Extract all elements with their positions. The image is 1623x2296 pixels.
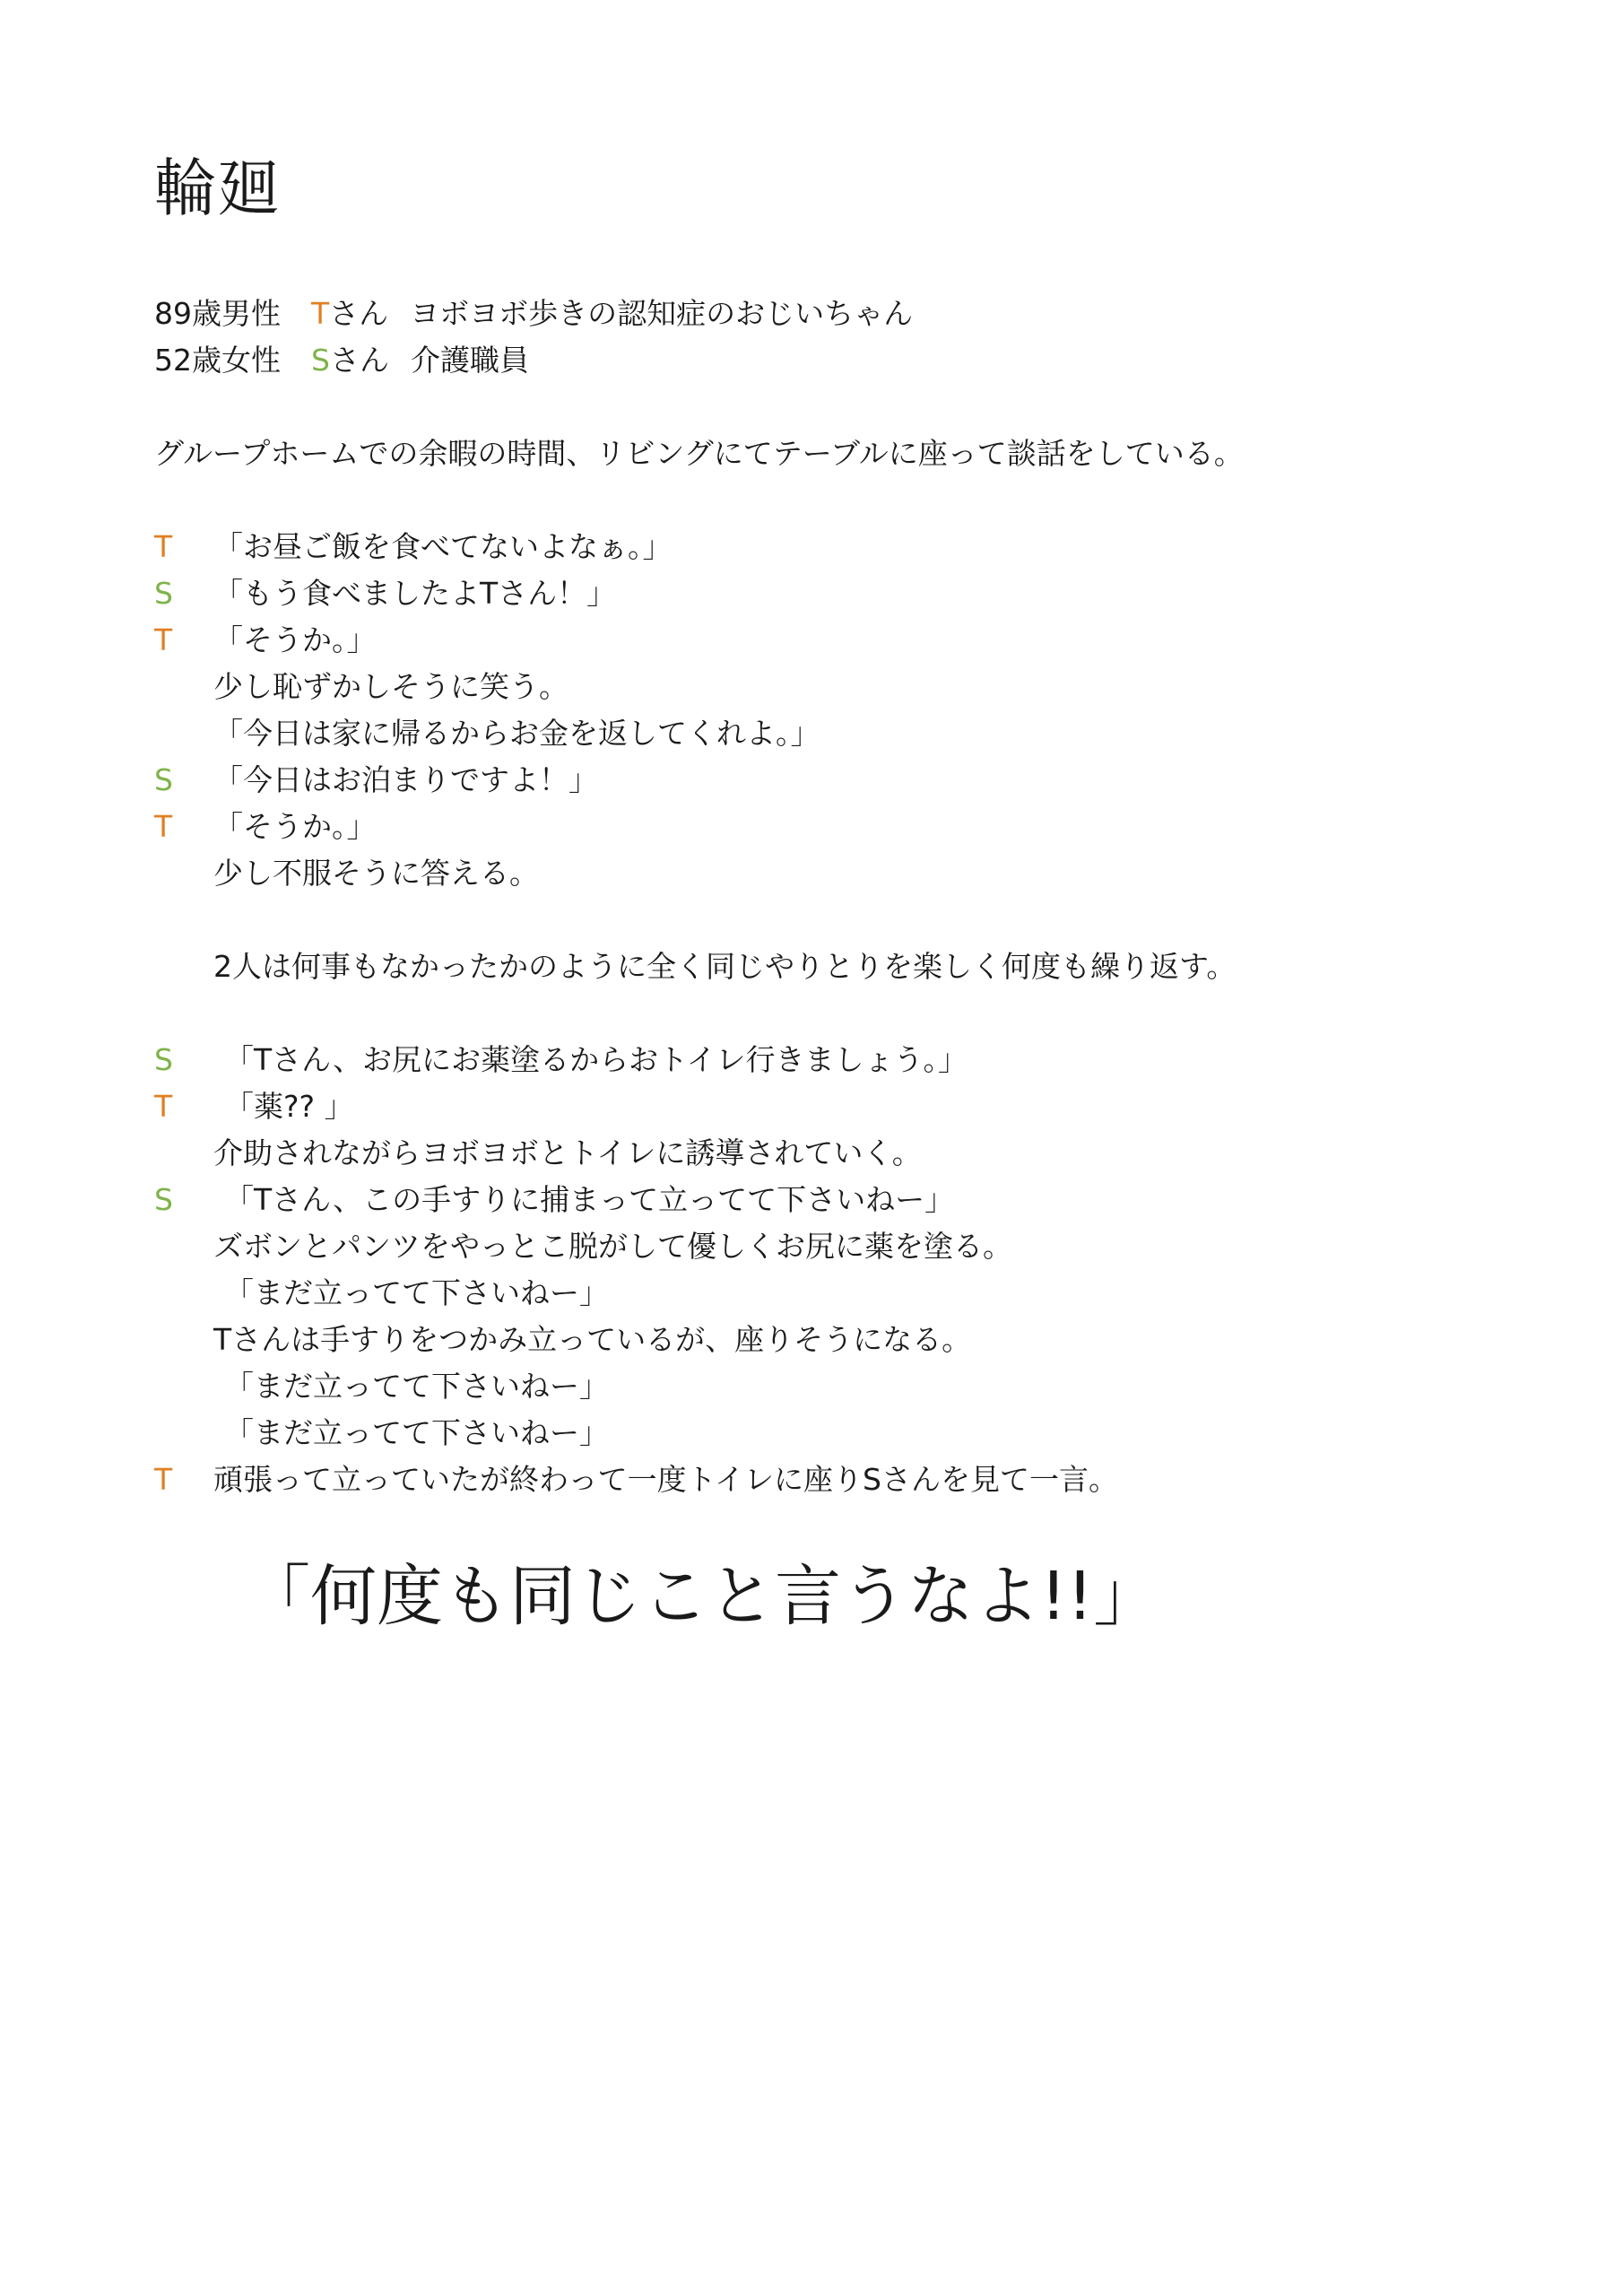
dialogue-line: 「Tさん、この手すりに捕まって立ってて下さいねー」 (224, 1182, 955, 1217)
climax-quote: 「何度も同じこと言うなよ!!」 (244, 1558, 1160, 1635)
dialogue-line: 「今日は家に帰るからお金を返してくれよ。」 (213, 716, 820, 751)
dialogue-line: 「今日はお泊まりですよ！」 (213, 762, 598, 797)
dialogue-line: 「Tさん、お尻にお薬塗るからおトイレ行きましょう。」 (224, 1042, 968, 1077)
dialogue-line: 「薬?? 」 (224, 1089, 354, 1124)
speaker-label: T (154, 1089, 173, 1124)
speaker-label: T (154, 809, 173, 844)
speaker-label: T (154, 622, 173, 657)
dialogue-line: 「まだ立ってて下さいねー」 (224, 1369, 609, 1404)
character-line-s (154, 337, 529, 384)
character-description: ヨボヨボ歩きの認知症のおじいちゃん (410, 296, 914, 331)
character-initial: T (311, 296, 330, 331)
narration-line: 頑張って立っていたが終わって一度トイレに座りSさんを見て一言。 (213, 1462, 1118, 1497)
character-line-t (154, 291, 913, 337)
interlude-text: 2人は何事もなかったかのように全く同じやりとりを楽しく何度も繰り返す。 (213, 949, 1237, 984)
narration-line: 少し恥ずかしそうに笑う。 (213, 669, 568, 704)
dialogue-line: 「お昼ご飯を食べてないよなぁ。」 (213, 529, 673, 564)
dialogue-line: 「そうか。」 (213, 809, 377, 844)
narration-line: 介助されながらヨボヨボとトイレに誘導されていく。 (213, 1135, 922, 1170)
speaker-label: S (154, 1042, 173, 1077)
speaker-label: S (154, 576, 173, 611)
document-title: 輪廻 (154, 152, 280, 225)
character-honorific: さん (329, 343, 389, 378)
character-age-gender: 89歳男性 (154, 296, 281, 331)
narration-line: Tさんは手すりをつかみ立っているが、座りそうになる。 (213, 1322, 972, 1357)
narration-line: 少し不服そうに答える。 (213, 856, 539, 891)
speaker-label: T (154, 529, 173, 564)
dialogue-line: 「まだ立ってて下さいねー」 (224, 1415, 609, 1450)
character-description: 介護職員 (410, 343, 529, 378)
dialogue-line: 「そうか。」 (213, 622, 377, 657)
speaker-label: S (154, 762, 173, 797)
setting-text: グループホームでの余暇の時間、リビングにてテーブルに座って談話をしている。 (154, 436, 1244, 471)
speaker-label: S (154, 1182, 173, 1217)
dialogue-line: 「もう食べましたよTさん！」 (213, 576, 617, 611)
narration-line: ズボンとパンツをやっとこ脱がして優しくお尻に薬を塗る。 (213, 1229, 1012, 1264)
dialogue-line: 「まだ立ってて下さいねー」 (224, 1275, 609, 1310)
character-age-gender: 52歳女性 (154, 343, 281, 378)
speaker-label: T (154, 1462, 173, 1497)
character-initial: S (311, 343, 330, 378)
character-honorific: さん (329, 296, 389, 331)
